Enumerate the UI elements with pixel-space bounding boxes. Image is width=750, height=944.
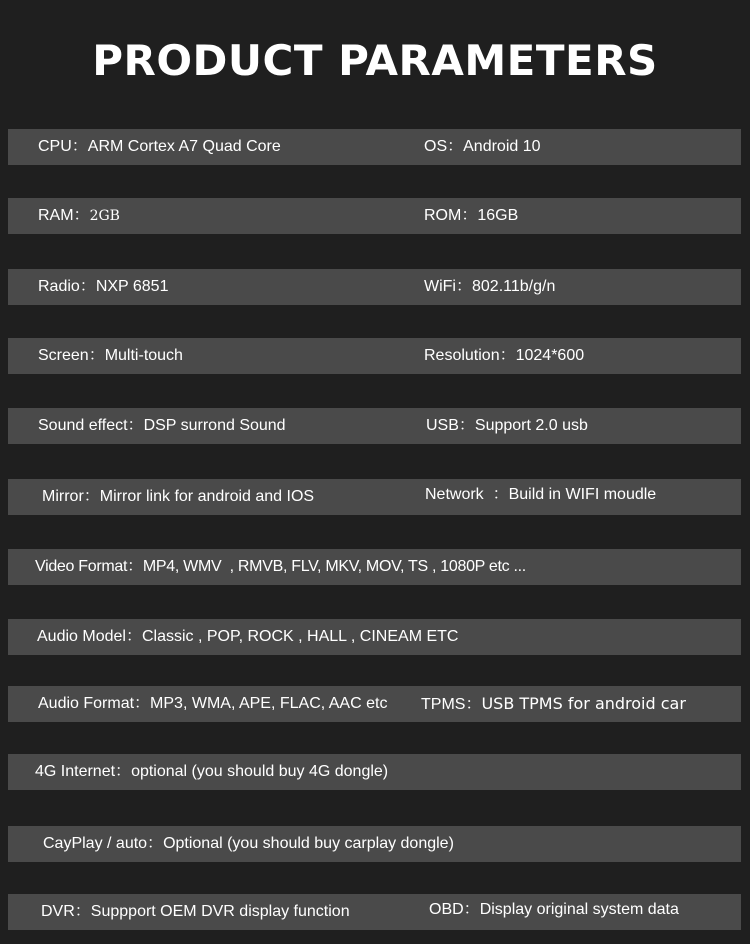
param-audio-format [38,686,387,722]
param-wifi [424,269,555,305]
param-screen [38,338,183,374]
param-row-carplay [8,826,741,862]
param-value: DSP surrond Sound [143,417,286,434]
param-value: USB TPMS for android car [481,694,686,713]
param-label: TPMS： [421,696,482,713]
param-value: Multi-touch [104,347,183,364]
param-label: ROM： [424,207,478,224]
param-value: Android 10 [463,138,541,155]
param-value: Mirror link for android and IOS [99,488,315,505]
param-value: ARM Cortex A7 Quad Core [87,138,281,155]
param-value: 2GB [89,208,120,224]
param-label: USB： [426,417,475,434]
param-row-radio-wifi [8,269,741,305]
param-label: Screen： [38,347,105,364]
param-label: OBD： [429,901,480,918]
param-value: 1024*600 [515,347,585,364]
param-value: Support 2.0 usb [474,417,588,434]
param-row-dvr-obd [8,894,741,930]
param-value: 16GB [477,207,519,224]
param-cpu [38,129,281,165]
param-value: MP4, WMV , RMVB, FLV, MKV, MOV, TS , 1080P etc ... [142,558,526,575]
param-rom [424,198,518,234]
param-tpms [421,686,686,722]
param-label: Audio Model： [37,628,142,645]
param-label: CPU： [38,138,88,155]
param-resolution [424,338,584,374]
param-value: Build in WIFI moudle [508,486,657,503]
param-row-mirror-network [8,479,741,515]
param-label: OS： [424,138,464,155]
param-value: MP3, WMA, APE, FLAC, AAC etc [150,695,388,712]
param-row-ram-rom [8,198,741,234]
param-label: Sound effect： [38,417,144,434]
param-label: 4G Internet： [35,763,132,780]
param-label: WiFi： [424,278,472,295]
param-obd [429,892,679,928]
param-label: Network ： [425,486,509,503]
param-row-screen-resolution [8,338,741,374]
param-label: Mirror： [42,488,100,505]
param-label: RAM： [38,207,90,224]
param-value: NXP 6851 [95,278,169,295]
param-value: Classic , POP, ROCK , HALL , CINEAM ETC [141,628,459,645]
param-usb [426,408,588,444]
param-row-audio-format-tpms [8,686,741,722]
param-network [425,477,656,513]
param-os [424,129,541,165]
param-label: Video Format： [35,558,143,575]
param-label: DVR： [41,903,91,920]
param-row-4g-internet [8,754,741,790]
param-4g-internet [35,754,388,790]
param-value: Display original system data [479,901,679,918]
param-label: CayPlay / auto： [43,835,164,852]
param-label: Audio Format： [38,695,151,712]
param-sound-effect [38,408,286,444]
param-row-cpu-os [8,129,741,165]
param-row-sound-usb [8,408,741,444]
param-row-audio-model [8,619,741,655]
param-row-video-format [8,549,741,585]
param-carplay [43,826,454,862]
param-ram [38,198,120,234]
param-mirror [42,479,314,515]
page-title: PRODUCT PARAMETERS [92,36,658,85]
param-value: 802.11b/g/n [472,278,556,295]
param-audio-model [37,619,458,655]
param-value: Optional (you should buy carplay dongle) [163,835,454,852]
param-radio [38,269,168,305]
param-label: Resolution： [424,347,516,364]
param-value: optional (you should buy 4G dongle) [131,763,389,780]
param-video-format [35,549,526,585]
param-label: Radio： [38,278,96,295]
param-dvr [41,894,350,930]
param-value: Suppport OEM DVR display function [90,903,350,920]
